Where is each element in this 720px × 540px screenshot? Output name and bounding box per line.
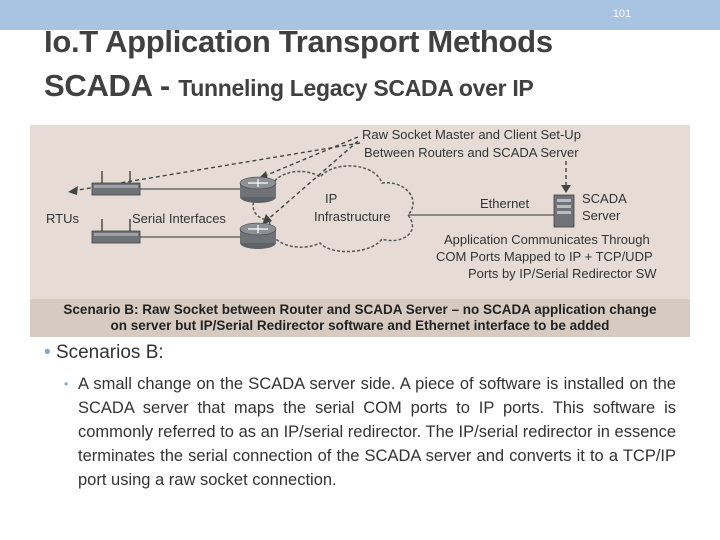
label-ip: IP (325, 191, 338, 206)
arrowhead-server (561, 185, 571, 193)
label-raw-socket: Raw Socket Master and Client Set-Up (362, 127, 581, 142)
label-app-line-3: Ports by IP/Serial Redirector SW (468, 266, 657, 281)
scada-server-icon (554, 195, 574, 227)
bullet-1-text: Scenarios B: (55, 342, 164, 363)
label-server: Server (582, 208, 621, 223)
label-ethernet: Ethernet (480, 196, 530, 211)
label-infrastructure: Infrastructure (314, 209, 391, 224)
bullet-dot: • (64, 377, 69, 391)
title-line-2-rest: Tunneling Legacy SCADA over IP (178, 75, 534, 101)
label-app-line-1: Application Communicates Through (444, 232, 650, 247)
diagram-caption (30, 299, 690, 337)
label-scada: SCADA (582, 191, 627, 206)
bullet-2-text: A small change on the SCADA server side. A piece of software is installed on the SCADA server that maps the serial COM ports to IP ports. This software is commonly referred to as an IP/serial redirector. The IP/serial redirector in essence terminates the serial connection of the SCADA server and converts it to a TCP/IP port using a raw socket connection. (78, 375, 676, 489)
rtu-device-top (92, 171, 140, 195)
bullet-level-2 (64, 372, 676, 492)
scada-diagram (30, 125, 690, 337)
label-rtus: RTUs (46, 211, 79, 226)
label-serial-interfaces: Serial Interfaces (132, 211, 226, 226)
bullet-level-1 (44, 342, 164, 364)
caption-line-2: on server but IP/Serial Redirector software and Ethernet interface to be added (110, 318, 610, 333)
arrowhead-rtu (68, 186, 78, 195)
bullet-dot: • (44, 342, 51, 363)
label-app-line-2: COM Ports Mapped to IP + TCP/UDP (436, 249, 653, 264)
label-between-routers: Between Routers and SCADA Server (364, 145, 579, 160)
title-line-2-prefix: SCADA - (44, 68, 179, 103)
title-line-1: Io.T Application Transport Methods (44, 24, 553, 59)
router-bottom (240, 223, 276, 249)
slide-number: 101 (612, 8, 632, 20)
router-top (240, 177, 276, 203)
caption-line-1: Scenario B: Raw Socket between Router and SCADA Server – no SCADA application change (63, 302, 657, 317)
